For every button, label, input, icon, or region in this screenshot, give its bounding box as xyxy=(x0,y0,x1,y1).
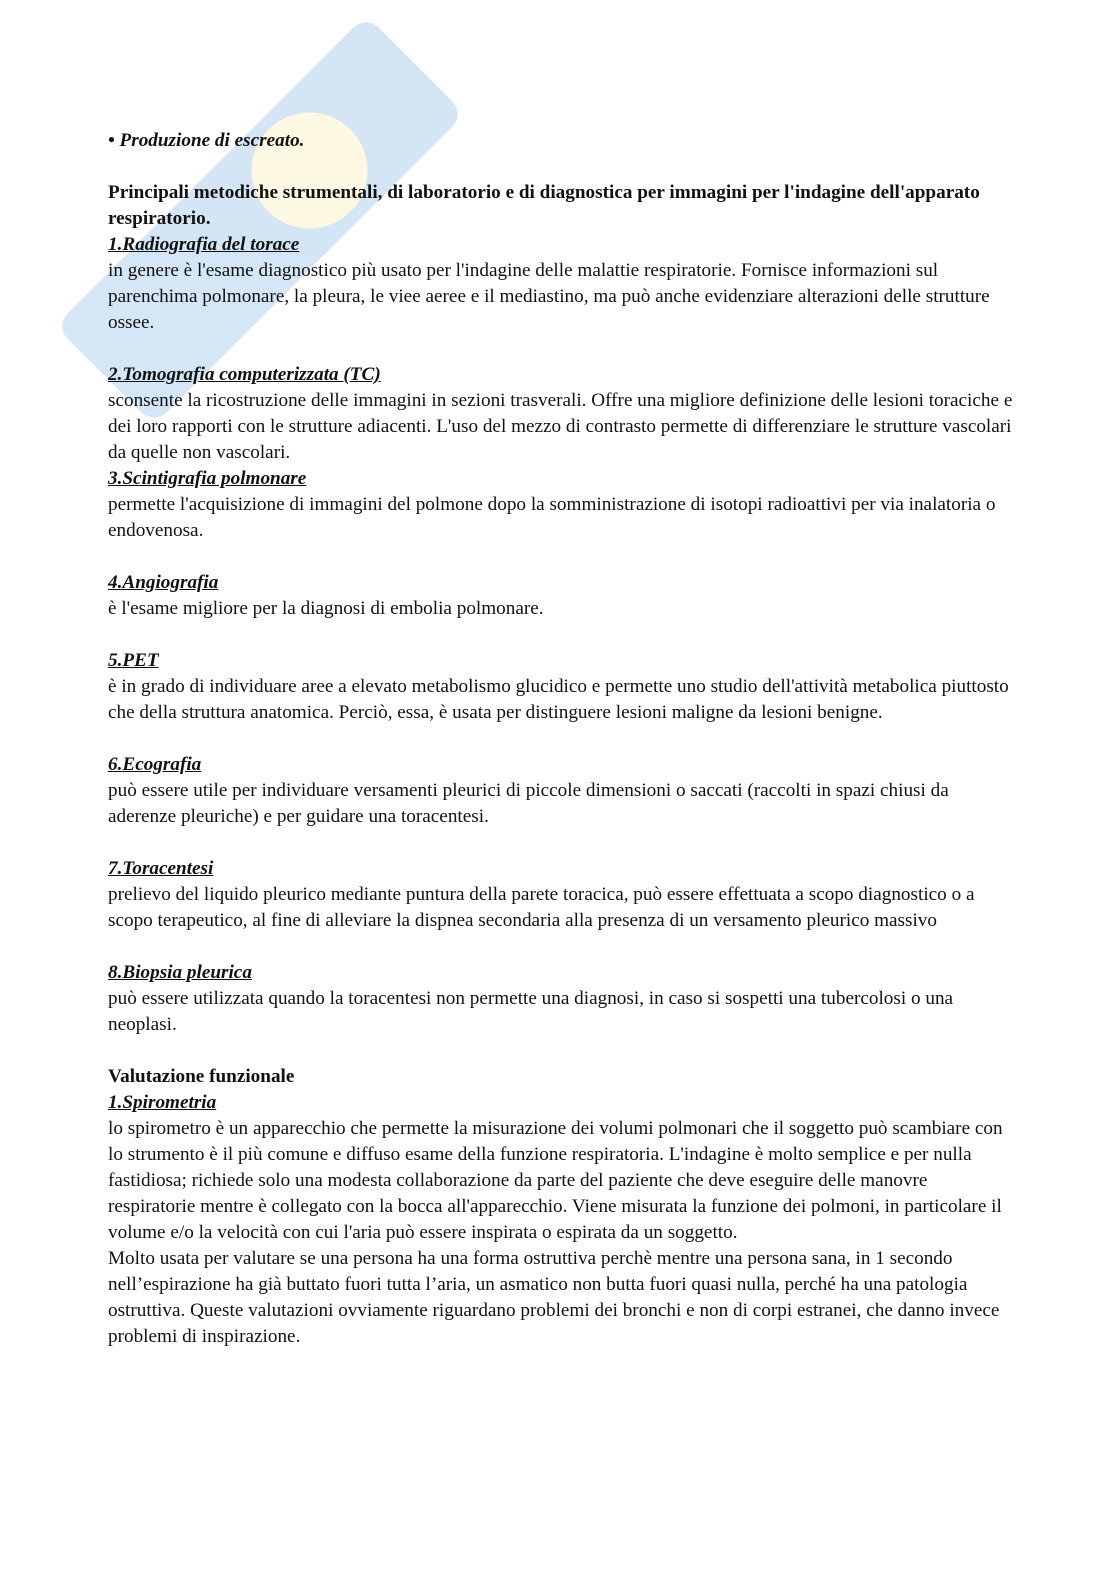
document-page xyxy=(108,128,1013,1350)
section-text: in genere è l'esame diagnostico più usato per l'indagine delle malattie respiratorie. Fornisce informazioni sul parenchima polmonare, la pleura, le viee aeree e il mediastino, ma può anche evidenziare alterazioni delle strutture ossee. xyxy=(108,260,990,333)
section-text: permette l'acquisizione di immagini del polmone dopo la somministrazione di isotopi radioattivi per via inalatoria o endovenosa. xyxy=(108,494,996,541)
section-title: 1.Spirometria xyxy=(108,1092,217,1113)
section-title: 5.PET xyxy=(108,650,159,671)
section-text: Molto usata per valutare se una persona ha una forma ostruttiva perchè mentre una persona sana, in 1 secondo nell’espirazione ha già buttato fuori tutta l’aria, un asmatico non butta fuori quasi nulla, perché ha una patologia ostruttiva. Queste valutazioni ovviamente riguardano problemi dei bronchi e non di corpi estranei, che danno invece problemi di inspirazione. xyxy=(108,1248,1000,1347)
section-title: 6.Ecografia xyxy=(108,754,202,775)
section-title: 1.Radiografia del torace xyxy=(108,234,300,255)
section-text: è in grado di individuare aree a elevato metabolismo glucidico e permette uno studio dell'attività metabolica piuttosto che della struttura anatomica. Perciò, essa, è usata per distinguere lesioni maligne da lesioni benigne. xyxy=(108,676,1009,723)
section-title: 7.Toracentesi xyxy=(108,858,214,879)
functional-heading: Valutazione funzionale xyxy=(108,1066,295,1087)
section-title: 8.Biopsia pleurica xyxy=(108,962,252,983)
section-text: sconsente la ricostruzione delle immagini in sezioni trasverali. Offre una migliore definizione delle lesioni toraciche e dei loro rapporti con le strutture adiacenti. L'uso del mezzo di contrasto permette di differenziare le strutture vascolari da quelle non vascolari. xyxy=(108,390,1013,463)
section-text: è l'esame migliore per la diagnosi di embolia polmonare. xyxy=(108,598,544,619)
main-heading: Principali metodiche strumentali, di laboratorio e di diagnostica per immagini per l'indagine dell'apparato respiratorio. xyxy=(108,182,980,229)
section-title: 4.Angiografia xyxy=(108,572,219,593)
section-title: 3.Scintigrafia polmonare xyxy=(108,468,307,489)
intro-bullet: • Produzione di escreato. xyxy=(108,130,305,151)
section-text: può essere utilizzata quando la toracentesi non permette una diagnosi, in caso si sospetti una tubercolosi o una neoplasi. xyxy=(108,988,954,1035)
section-title: 2.Tomografia computerizzata (TC) xyxy=(108,364,381,385)
section-text: può essere utile per individuare versamenti pleurici di piccole dimensioni o saccati (raccolti in spazi chiusi da aderenze pleuriche) e per guidare una toracentesi. xyxy=(108,780,949,827)
section-text: lo spirometro è un apparecchio che permette la misurazione dei volumi polmonari che il soggetto può scambiare con lo strumento è il più comune e diffuso esame della funzione respiratoria. L'indagine è molto semplice e per nulla fastidiosa; richiede solo una modesta collaborazione da parte del paziente che deve eseguire delle manovre respiratorie mentre è collegato con la bocca all'apparecchio. Viene misurata la funzione dei polmoni, in particolare il volume e/o la velocità con cui l'aria può essere inspirata o espirata da un soggetto. xyxy=(108,1118,1003,1243)
section-text: prelievo del liquido pleurico mediante puntura della parete toracica, può essere effettuata a scopo diagnostico o a scopo terapeutico, al fine di alleviare la dispnea secondaria alla presenza di un versamento pleurico massivo xyxy=(108,884,975,931)
